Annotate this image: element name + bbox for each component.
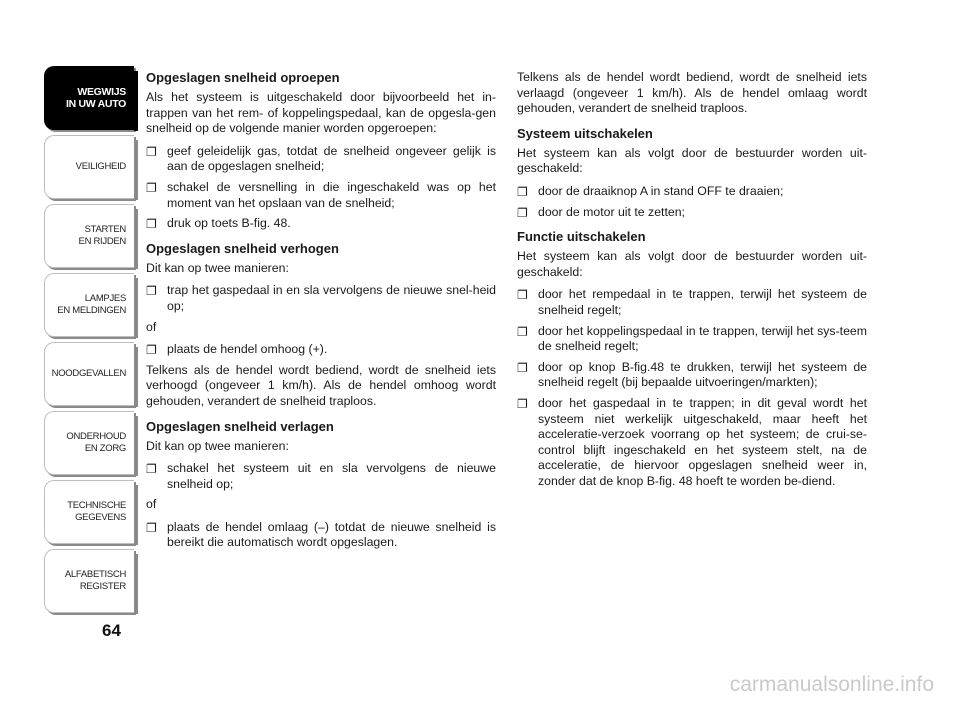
page-number: 64 (102, 621, 121, 640)
checkbox-bullet-icon: ❐ (146, 462, 157, 477)
paragraph: Als het systeem is uitgeschakeld door bijvoorbeeld het in-trappen van het rem- of koppelingspedaal, kan de opgesla-gen snelheid op de volgende manier worden opgeroepen: (146, 90, 496, 136)
paragraph: Dit kan op twee manieren: (146, 260, 289, 275)
list-item: ❐ schakel de versnelling in die ingeschakeld was op het moment van het opslaan van de snelheid; (146, 179, 496, 210)
tab-wegwijs[interactable] (44, 66, 134, 130)
section-title: Opgeslagen snelheid oproepen (146, 70, 340, 85)
tab-label: WEGWIJS IN UW AUTO (66, 86, 126, 110)
checkbox-bullet-icon: ❐ (517, 288, 528, 303)
left-column (146, 70, 496, 556)
chapter-tabs (44, 66, 134, 618)
checkbox-bullet-icon: ❐ (517, 205, 528, 220)
list-item: ❐ plaats de hendel omhoog (+). (146, 342, 328, 358)
section-title: Opgeslagen snelheid verlagen (146, 418, 334, 434)
tab-label: STARTEN EN RIJDEN (78, 224, 126, 247)
paragraph: Telkens als de hendel wordt bediend, wordt de snelheid iets verhoogd (ongeveer 1 km/h). Als de hendel omhoog wordt gehouden, verandert de snelheid traploos. (146, 362, 496, 408)
section-title: Systeem uitschakelen (517, 125, 653, 141)
right-column (517, 70, 867, 494)
checkbox-bullet-icon: ❐ (146, 284, 157, 299)
list-item: ❐ plaats de hendel omlaag (–) totdat de nieuwe snelheid is bereikt die automatisch wordt opgeslagen. (146, 519, 496, 550)
list-item: ❐ door op knop B-fig.48 te drukken, terwijl het systeem de snelheid regelt (bij bepaalde uitvoeringen/markten); (517, 359, 867, 390)
checkbox-bullet-icon: ❐ (146, 217, 157, 232)
paragraph: of (146, 497, 157, 512)
tab-onderhoud[interactable] (44, 411, 134, 475)
tab-label: LAMPJES EN MELDINGEN (57, 293, 126, 316)
list-item: ❐ door het rempedaal in te trappen, terwijl het systeem de snelheid regelt; (517, 287, 867, 317)
checkbox-bullet-icon: ❐ (517, 396, 528, 411)
list-item: ❐ door het gaspedaal in te trappen; in dit geval wordt het systeem niet werkelijk uitgeschakeld, maar heeft het acceleratie-verzoek voorrang op het systeem; de crui-se-control blijft ingeschakeld en het systeem stelt, na de acceleratie, de hiervoor opgeslagen snelheid weer in, zonder dat de knop B-fig. 48 hoeft te worden be-diend. (517, 395, 867, 488)
tab-alfabetisch[interactable] (44, 549, 134, 613)
tab-label: TECHNISCHE GEGEVENS (67, 500, 126, 523)
section-title: Functie uitschakelen (517, 229, 646, 245)
list-item: ❐ schakel het systeem uit en sla vervolgens de nieuwe snelheid op; (146, 461, 496, 491)
checkbox-bullet-icon: ❐ (517, 324, 528, 339)
tab-veiligheid[interactable] (44, 135, 134, 199)
checkbox-bullet-icon: ❐ (146, 343, 157, 358)
list-item: ❐ druk op toets B-fig. 48. (146, 216, 291, 232)
paragraph: Het systeem kan als volgt door de bestuurder worden uit-geschakeld: (517, 249, 867, 279)
tab-starten[interactable] (44, 204, 134, 268)
tab-label: NOODGEVALLEN (51, 368, 126, 379)
paragraph: Telkens als de hendel wordt bediend, wordt de snelheid iets verlaagd (ongeveer 1 km/h). Als de hendel omlaag wordt gehouden, verandert de snelheid traploos. (517, 70, 867, 116)
paragraph: of (146, 319, 157, 334)
tab-lampjes[interactable] (44, 273, 134, 337)
list-item: ❐ door de motor uit te zetten; (517, 204, 685, 220)
checkbox-bullet-icon: ❐ (517, 360, 528, 375)
checkbox-bullet-icon: ❐ (517, 184, 528, 199)
tab-noodgevallen[interactable] (44, 342, 134, 406)
checkbox-bullet-icon: ❐ (146, 180, 157, 195)
tab-label: ALFABETISCH REGISTER (64, 569, 126, 592)
list-item: ❐ geef geleidelijk gas, totdat de snelheid ongeveer gelijk is aan de opgeslagen snelheid; (146, 143, 496, 174)
tab-label: VEILIGHEID (75, 161, 126, 172)
paragraph: Dit kan op twee manieren: (146, 438, 289, 453)
checkbox-bullet-icon: ❐ (146, 520, 157, 535)
watermark: carmanualsonline.info (729, 673, 934, 696)
checkbox-bullet-icon: ❐ (146, 144, 157, 159)
list-item: ❐ trap het gaspedaal in en sla vervolgens de nieuwe snel-heid op; (146, 283, 496, 313)
list-item: ❐ door de draaiknop A in stand OFF te draaien; (517, 183, 784, 199)
list-item: ❐ door het koppelingspedaal in te trappen, terwijl het sys-teem de snelheid regelt; (517, 323, 867, 354)
section-title: Opgeslagen snelheid verhogen (146, 240, 339, 256)
tab-label: ONDERHOUD EN ZORG (66, 431, 126, 454)
paragraph: Het systeem kan als volgt door de bestuurder worden uit-geschakeld: (517, 145, 867, 176)
tab-technische[interactable] (44, 480, 134, 544)
